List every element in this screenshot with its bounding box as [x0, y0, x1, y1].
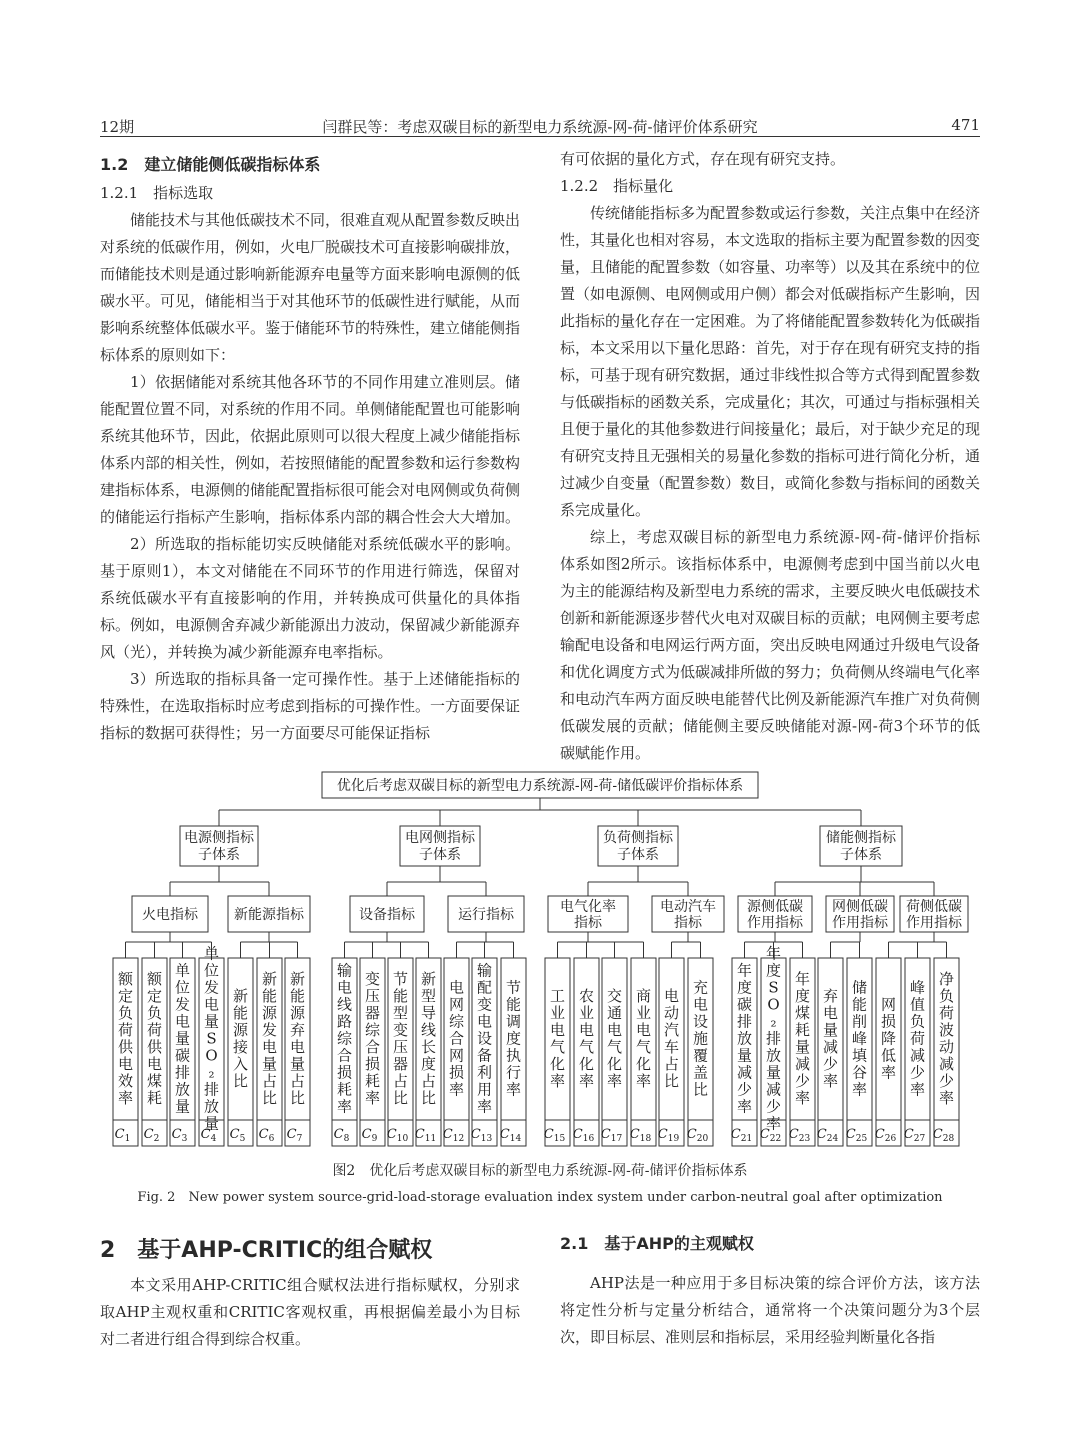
indicator-label: 峰值负荷减少率 [909, 978, 926, 1099]
indicator-label: 工业电气化率 [549, 987, 566, 1090]
indicator-code: $C_{26}$ [874, 1127, 897, 1144]
indicator-label: 交通电气化率 [606, 987, 623, 1090]
indicator-label: 充电设施覆盖比 [692, 978, 709, 1099]
indicator-label: 额定负荷供电效率 [117, 970, 134, 1107]
indicator-code: $C_{22}$ [759, 1127, 782, 1144]
indicator-code: $C_{23}$ [788, 1127, 811, 1144]
indicator-code: $C_4$ [200, 1127, 217, 1144]
paragraph: 储能技术与其他低碳技术不同，很难直观从配置参数反映出对系统的低碳作用，例如，火电厂脱碳技术可直接影响碳排放，而储能技术则是通过影响新能源弃电量等方面来影响电源侧的低碳水平。可见，储能相当于对其他环节的低碳性进行赋能，从而影响系统整体低碳水平。鉴于储能环节的特殊性，建立储能侧指标体系的原则如下： [100, 211, 521, 364]
indicator-code: $C_7$ [286, 1127, 303, 1144]
subsystem-label: 电网侧指标 [405, 830, 475, 846]
criteria-label: 作用指标 [832, 915, 888, 931]
paragraph: 有可依据的量化方式，存在现有研究支持。 [560, 150, 846, 168]
indicator-code: $C_{15}$ [543, 1127, 566, 1144]
section-2-heading: 2 基于AHP-CRITIC的组合赋权 [100, 1238, 433, 1263]
indicator-label: 单位发电量 S O ₂ 排放量 [203, 944, 220, 1133]
subsystem-label: 子体系 [198, 847, 240, 863]
criteria-label: 源侧低碳 [747, 899, 803, 915]
indicator-label: 电动汽车占比 [663, 987, 680, 1090]
subsection-2-1-heading: 2.1 基于AHP的主观赋权 [560, 1234, 754, 1253]
right-column [560, 146, 980, 767]
criteria-label: 运行指标 [458, 907, 514, 923]
indicator-code: $C_{12}$ [442, 1127, 465, 1144]
subsystem-label: 电源侧指标 [184, 830, 254, 846]
criteria-label: 电动汽车 [660, 899, 716, 915]
section-2-right [560, 1230, 980, 1351]
subsystem-label: 储能侧指标 [826, 830, 896, 846]
indicator-label: 输电线路综合损耗率 [336, 961, 353, 1116]
header-rule [100, 136, 980, 137]
paragraph: 传统储能指标多为配置参数或运行参数，关注点集中在经济性，其量化也相对容易，本文选取的指标主要为配置参数的因变量，且储能的配置参数（如容量、功率等）以及其在系统中的位置（如电源侧、电网侧或用户侧）都会对低碳指标产生影响，因此指标的量化存在一定困难。为了将储能配置参数转化为低碳指标，本文采用以下量化思路：首先，对于存在现有研究支持的指标，可基于现有研究数据，通过非线性拟合等方式得到配置参数与低碳指标的函数关系，完成量化；其次，可通过与指标强相关且便于量化的其他参数进行间接量化；最后，对于缺少充足的现有研究支持且无强相关的易量化参数的指标可进行简化分析，通过减少自变量（配置参数）数目，或简化参数与指标间的函数关系完成量化。 [560, 204, 981, 519]
indicator-code: $C_8$ [333, 1127, 350, 1144]
indicator-label: 单位发电量碳排放量 [174, 961, 191, 1116]
indicator-label: 额定负荷供电煤耗 [146, 970, 163, 1107]
indicator-code: $C_{21}$ [730, 1127, 753, 1144]
page-number: 471 [951, 116, 980, 134]
indicator-code: $C_{10}$ [386, 1127, 409, 1144]
indicator-label: 节能调度执行率 [505, 978, 522, 1099]
indicator-label: 年度 S O ₂ 排放量减少率 [765, 944, 782, 1133]
indicator-label: 新能源接入比 [232, 987, 249, 1090]
indicator-label: 商业电气化率 [635, 987, 652, 1090]
criteria-label: 火电指标 [142, 907, 198, 923]
running-header [100, 112, 980, 138]
indicator-label: 变压器综合损耗率 [364, 970, 381, 1107]
indicator-code: $C_9$ [361, 1127, 378, 1144]
indicator-code: $C_2$ [143, 1127, 160, 1144]
section-2-left [100, 1236, 520, 1353]
indicator-code: $C_{14}$ [499, 1127, 522, 1144]
indicator-label: 节能型变压器占比 [392, 970, 409, 1107]
section-1-2-heading: 1.2 建立储能侧低碳指标体系 [100, 155, 321, 174]
indicator-label: 农业电气化率 [578, 987, 595, 1090]
indicator-code: $C_{25}$ [845, 1127, 868, 1144]
criteria-label: 指标 [674, 915, 702, 931]
indicator-label: 网损降低率 [880, 995, 897, 1082]
criteria-label: 网侧低碳 [832, 899, 888, 915]
indicator-code: $C_{20}$ [686, 1127, 709, 1144]
indicator-code: $C_{18}$ [629, 1127, 652, 1144]
paragraph: AHP法是一种应用于多目标决策的综合评价方法，该方法将定性分析与定量分析结合，通常将一个决策问题分为3个层次，即目标层、准则层和指标层，采用经验判断量化各指 [560, 1274, 980, 1346]
issue-number: 12期 [100, 118, 135, 136]
criteria-label: 作用指标 [906, 915, 962, 931]
indicator-code: $C_{27}$ [903, 1127, 926, 1144]
root-label: 优化后考虑双碳目标的新型电力系统源-网-荷-储低碳评价指标体系 [336, 778, 744, 794]
criteria-label: 荷侧低碳 [906, 899, 962, 915]
indicator-label: 储能削峰填谷率 [851, 978, 868, 1099]
subsystem-label: 子体系 [617, 847, 659, 863]
index-system-diagram [0, 768, 1080, 1152]
indicator-code: $C_{28}$ [932, 1127, 955, 1144]
indicator-code: $C_{16}$ [572, 1127, 595, 1144]
subsystem-label: 负荷侧指标 [603, 830, 673, 846]
paragraph: 综上，考虑双碳目标的新型电力系统源-网-荷-储评价指标体系如图2所示。该指标体系中，电源侧考虑到中国当前以火电为主的能源结构及新型电力系统的需求，主要反映火电低碳技术创新和新能源逐步替代火电对双碳目标的贡献；电网侧主要考虑输配电设备和电网运行两方面，突出反映电网通过升级电气设备和优化调度方式为低碳减排所做的努力；负荷侧从终端电气化率和电动汽车两方面反映电能替代比例及新能源汽车推广对负荷侧低碳发展的贡献；储能侧主要反映储能对源-网-荷3个环节的低碳赋能作用。 [560, 528, 981, 762]
subsystem-label: 子体系 [419, 847, 461, 863]
criteria-label: 指标 [574, 915, 602, 931]
paragraph: 本文采用AHP-CRITIC组合赋权法进行指标赋权，分别求取AHP主观权重和CRITIC客观权重，再根据偏差最小为目标对二者进行组合得到综合权重。 [100, 1276, 520, 1348]
indicator-label: 新能源弃电量占比 [289, 970, 306, 1107]
criteria-label: 设备指标 [359, 907, 415, 923]
figure-caption-en: Fig. 2 New power system source-grid-load-storage evaluation index system under carbon-neutral goal after optimization [137, 1190, 943, 1205]
indicator-code: $C_{19}$ [657, 1127, 680, 1144]
paragraph: 2）所选取的指标能切实反映储能对系统低碳水平的影响。基于原则1），本文对储能在不同环节的作用进行筛选，保留对系统低碳水平有直接影响的作用，并转换成可供量化的具体指标。例如，电源侧舍弃减少新能源出力波动，保留减少新能源弃风（光），并转换为减少新能源弃电率指标。 [100, 535, 521, 661]
indicator-label: 输配变电设备利用率 [476, 961, 493, 1116]
left-column [100, 150, 520, 747]
indicator-code: $C_{17}$ [600, 1127, 623, 1144]
indicator-code: $C_1$ [114, 1127, 131, 1144]
indicator-code: $C_{11}$ [414, 1127, 437, 1144]
subsection-1-2-1-heading: 1.2.1 指标选取 [100, 184, 214, 202]
running-title: 闫群民等：考虑双碳目标的新型电力系统源-网-荷-储评价体系研究 [322, 118, 758, 136]
indicator-label: 弃电量减少率 [822, 987, 839, 1090]
criteria-label: 新能源指标 [234, 907, 304, 923]
indicator-label: 电网综合网损率 [448, 978, 465, 1099]
subsection-1-2-2-heading: 1.2.2 指标量化 [560, 177, 674, 195]
indicator-code: $C_3$ [171, 1127, 188, 1144]
criteria-label: 作用指标 [747, 915, 803, 931]
indicator-label: 净负荷波动减少率 [938, 970, 955, 1107]
indicator-label: 新能源发电量占比 [261, 970, 278, 1107]
figure-caption-cn: 图2 优化后考虑双碳目标的新型电力系统源-网-荷-储评价指标体系 [332, 1163, 748, 1179]
indicator-label: 新型导线长度占比 [420, 970, 437, 1107]
criteria-label: 电气化率 [560, 899, 616, 915]
indicator-label: 年度碳排放量减少率 [736, 961, 753, 1116]
subsystem-label: 子体系 [840, 847, 882, 863]
paragraph: 3）所选取的指标具备一定可操作性。基于上述储能指标的特殊性，在选取指标时应考虑到指标的可操作性。一方面要保证指标的数据可获得性；另一方面要尽可能保证指标 [100, 670, 521, 742]
indicator-label: 年度煤耗量减少率 [794, 970, 811, 1107]
indicator-code: $C_6$ [258, 1127, 275, 1144]
indicator-code: $C_{13}$ [470, 1127, 493, 1144]
paragraph: 1）依据储能对系统其他各环节的不同作用建立准则层。储能配置位置不同，对系统的作用不同。单侧储能配置也可能影响系统其他环节，因此，依据此原则可以很大程度上减少储能指标体系内部的相关性，例如，若按照储能的配置参数和运行参数构建指标体系，电源侧的储能配置指标很可能会对电网侧或负荷侧的储能运行指标产生影响，指标体系内部的耦合性会大大增加。 [100, 373, 521, 526]
indicator-code: $C_{24}$ [816, 1127, 839, 1144]
indicator-code: $C_5$ [229, 1127, 246, 1144]
